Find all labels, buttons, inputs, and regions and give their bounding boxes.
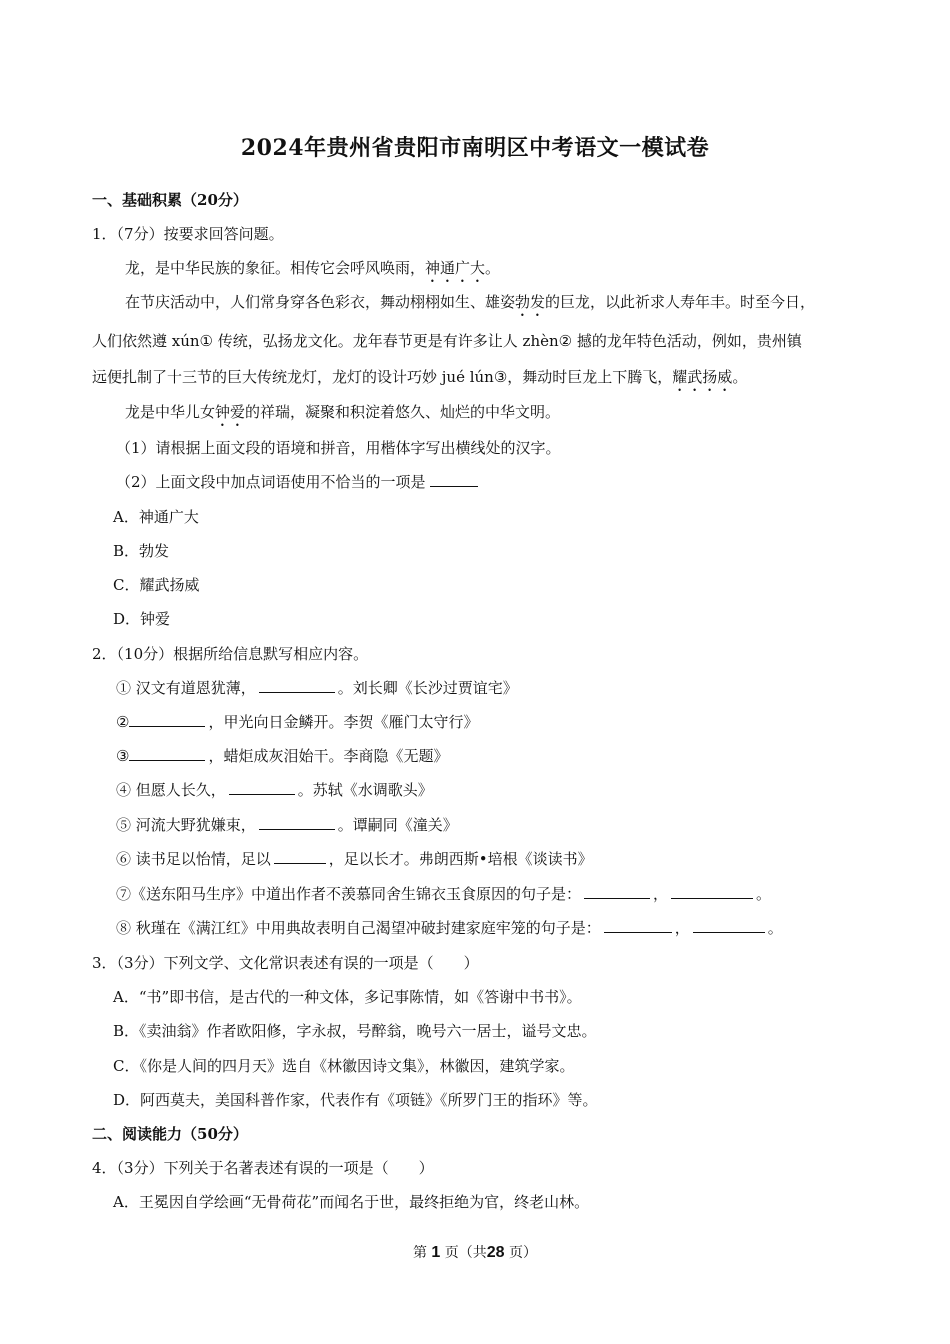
q1-text: 龙，是中华民族的象征。相传它会呼风唤雨， bbox=[125, 259, 426, 277]
answer-blank[interactable] bbox=[604, 918, 672, 933]
q1-paragraph-4 bbox=[92, 367, 747, 395]
answer-blank[interactable] bbox=[129, 712, 205, 727]
q2-text: 。苏轼《水调歌头》 bbox=[297, 781, 433, 799]
q2-item-5 bbox=[116, 815, 458, 835]
q2-item-8 bbox=[116, 918, 783, 938]
answer-blank[interactable] bbox=[274, 849, 326, 864]
q1-paragraph-5 bbox=[125, 402, 560, 430]
answer-blank[interactable] bbox=[430, 472, 478, 487]
q3-option-c: C．《你是人间的四月天》选自《林徽因诗文集》，林徽因，建筑学家。 bbox=[113, 1057, 575, 1075]
question-2-heading: 2．（10分）根据所给信息默写相应内容。 bbox=[92, 645, 369, 663]
q2-text: ，甲光向日金鳞开。李贺《雁门太守行》 bbox=[208, 713, 479, 731]
q2-text: ① 汉文有道恩犹薄， bbox=[116, 679, 256, 697]
q2-text: ， bbox=[653, 885, 669, 903]
q2-text: 。 bbox=[767, 919, 783, 937]
q1-subquestion-1: （1）请根据上面文段的语境和拼音，用楷体字写出横线处的汉字。 bbox=[116, 439, 561, 457]
q1-paragraph-2 bbox=[125, 292, 815, 320]
q2-text: ⑥ 读书足以怡情，足以 bbox=[116, 850, 271, 868]
q2-item-4 bbox=[116, 780, 433, 800]
answer-blank[interactable] bbox=[129, 746, 205, 761]
q1-option-c: C．耀武扬威 bbox=[113, 576, 200, 594]
q1-text: 龙是中华儿女 bbox=[125, 403, 216, 421]
question-1-heading: 1．（7分）按要求回答问题。 bbox=[92, 225, 284, 243]
question-4-heading: 4．（3分）下列关于名著表述有误的一项是（ ） bbox=[92, 1159, 434, 1177]
answer-blank[interactable] bbox=[259, 678, 335, 693]
q2-text: ，足以长才。弗朗西斯•培根《谈读书》 bbox=[328, 850, 593, 868]
footer-text: 页（共 bbox=[444, 1245, 487, 1261]
q1-text: 的祥瑞，凝聚和积淀着悠久、灿烂的中华文明。 bbox=[245, 403, 561, 421]
q2-text: ④ 但愿人长久， bbox=[116, 781, 226, 799]
q2-text: ⑦《送东阳马生序》中道出作者不羡慕同舍生锦衣玉食原因的句子是： bbox=[116, 885, 582, 903]
q2-item-7 bbox=[116, 884, 771, 904]
page-footer bbox=[0, 1243, 950, 1263]
q2-text: ② bbox=[116, 713, 130, 731]
total-pages: 28 bbox=[486, 1244, 505, 1261]
section-heading-2: 二、阅读能力（50分） bbox=[92, 1125, 248, 1143]
page-number: 1 bbox=[431, 1244, 441, 1261]
q1-subquestion-2 bbox=[116, 472, 478, 492]
q1-option-b: B．勃发 bbox=[113, 542, 170, 560]
answer-blank[interactable] bbox=[693, 918, 765, 933]
q2-text: ⑧ 秋瑾在《满江红》中用典故表明自己渴望冲破封建家庭牢笼的句子是： bbox=[116, 919, 601, 937]
q1-text: 。 bbox=[732, 368, 748, 386]
q1-option-d: D．钟爱 bbox=[113, 610, 171, 628]
q2-text: ③ bbox=[116, 747, 130, 765]
footer-text: 第 bbox=[412, 1245, 427, 1261]
dotted-word-1: 神通广大 bbox=[425, 259, 486, 277]
q2-item-1 bbox=[116, 678, 518, 698]
answer-blank[interactable] bbox=[671, 884, 753, 899]
dotted-word-2: 勃发 bbox=[515, 293, 546, 311]
q1-option-a: A．神通广大 bbox=[113, 508, 199, 526]
q2-text: ，蜡炬成灰泪始干。李商隐《无题》 bbox=[208, 747, 449, 765]
q2-text: 。谭嗣同《潼关》 bbox=[337, 816, 458, 834]
q3-option-a: A．“书”即书信，是古代的一种文体，多记事陈情，如《答谢中书书》。 bbox=[113, 988, 582, 1006]
q2-item-3 bbox=[116, 746, 448, 766]
q2-item-6 bbox=[116, 849, 593, 869]
dotted-word-4: 钟爱 bbox=[215, 403, 246, 421]
q1-text: 的巨龙，以此祈求人寿年丰。时至今日， bbox=[545, 293, 816, 311]
q2-text: ⑤ 河流大野犹嫌束， bbox=[116, 816, 256, 834]
q1-text: 远便扎制了十三节的巨大传统龙灯，龙灯的设计巧妙 jué lún③，舞动时巨龙上下腾飞， bbox=[92, 368, 673, 386]
answer-blank[interactable] bbox=[584, 884, 650, 899]
q1-text: 。 bbox=[485, 259, 501, 277]
dotted-word-3: 耀武扬威 bbox=[672, 368, 733, 386]
q3-option-d: D．阿西莫夫，美国科普作家，代表作有《项链》《所罗门王的指环》等。 bbox=[113, 1091, 598, 1109]
q3-option-b: B．《卖油翁》作者欧阳修，字永叔，号醉翁，晚号六一居士，谥号文忠。 bbox=[113, 1022, 597, 1040]
page-title: 2024年贵州省贵阳市南明区中考语文一模试卷 bbox=[240, 135, 710, 161]
footer-text: 页） bbox=[509, 1245, 538, 1261]
q2-item-2 bbox=[116, 712, 478, 732]
q1-text: （2）上面文段中加点词语使用不恰当的一项是 bbox=[116, 473, 426, 491]
q1-text: 在节庆活动中，人们常身穿各色彩衣，舞动栩栩如生、雄姿 bbox=[125, 293, 516, 311]
question-3-heading: 3．（3分）下列文学、文化常识表述有误的一项是（ ） bbox=[92, 954, 479, 972]
section-heading-1: 一、基础积累（20分） bbox=[92, 191, 248, 209]
q2-text: 。 bbox=[756, 885, 772, 903]
answer-blank[interactable] bbox=[259, 815, 335, 830]
q1-paragraph-3: 人们依然遵 xún① 传统，弘扬龙文化。龙年春节更是有许多让人 zhèn② 撼的龙年特色活动，例如，贵州镇 bbox=[92, 332, 802, 350]
q2-text: ， bbox=[674, 919, 690, 937]
q2-text: 。刘长卿《长沙过贾谊宅》 bbox=[337, 679, 518, 697]
q4-option-a: A．王冕因自学绘画“无骨荷花”而闻名于世，最终拒绝为官，终老山林。 bbox=[113, 1193, 590, 1211]
q1-paragraph-1 bbox=[125, 258, 500, 286]
answer-blank[interactable] bbox=[229, 780, 295, 795]
